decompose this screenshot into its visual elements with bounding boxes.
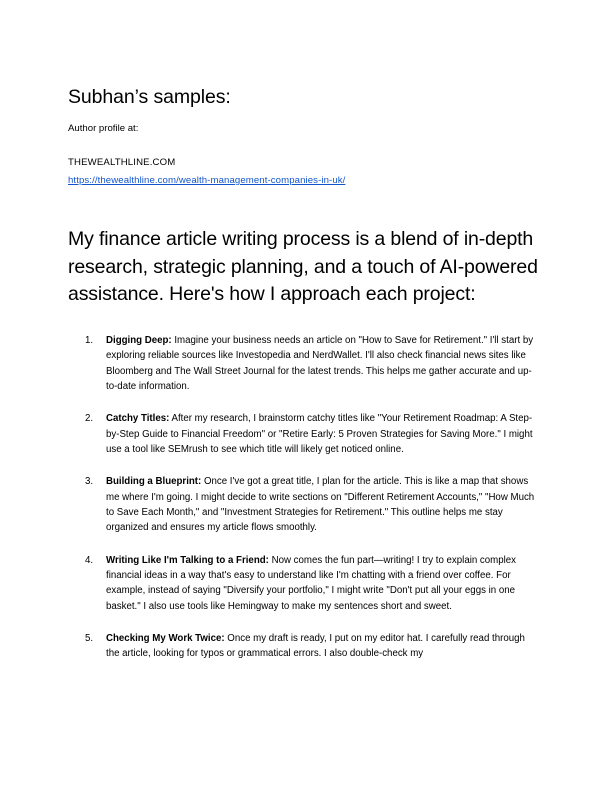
author-profile-label: Author profile at:	[68, 123, 139, 134]
list-item	[106, 631, 538, 662]
page-title: Subhan’s samples:	[68, 86, 231, 108]
list-item	[106, 474, 538, 535]
step-body: Once I've got a great title, I plan for the article. This is like a map that shows me where I'm going. I might decide to write sections on "Different Retirement Accounts," "How Much to Save Each Month," and "Investment Strategies for Retirement." This outline helps me stay organized and ensures my article flows smoothly.	[106, 476, 535, 534]
step-body: Imagine your business needs an article on "How to Save for Retirement." I'll start by exploring reliable sources like Investopedia and NerdWallet. I'll also check financial news sites like Bloomberg and The Wall Street Journal for the latest trends. This helps me gather accurate and up-to-date information.	[106, 334, 534, 392]
main-heading: My finance article writing process is a blend of in-depth research, strategic planning, and a touch of AI-powered assistance. Here's how I approach each project:	[68, 227, 538, 306]
document-content	[68, 86, 546, 678]
process-steps-list	[68, 333, 538, 662]
site-name: THEWEALTHLINE.COM	[68, 156, 176, 168]
list-item	[106, 411, 538, 457]
step-label: Writing Like I'm Talking to a Friend:	[106, 554, 269, 566]
list-item	[106, 333, 538, 394]
step-body: After my research, I brainstorm catchy titles like "Your Retirement Roadmap: A Step-by-Step Guide to Financial Freedom" or "Retire Early: 5 Proven Strategies for Saving More." I might use a tool like SEMrush to see which title will likely get noticed online.	[106, 413, 533, 455]
list-item	[106, 553, 538, 614]
step-label: Digging Deep:	[106, 334, 172, 346]
step-body: Once my draft is ready, I put on my editor hat. I carefully read through the article, looking for typos or grammatical errors. I also double-check my	[106, 632, 525, 660]
spacer	[68, 136, 546, 156]
step-body: Now comes the fun part—writing! I try to explain complex financial ideas in a way that's easy to understand like I'm chatting with a friend over coffee. For example, instead of saying "Diversify your portfolio," I might write "Don't put all your eggs in one basket." I also use tools like Hemingway to make my sentences short and sweet.	[106, 554, 517, 612]
site-url-link[interactable]: https://thewealthline.com/wealth-management-companies-in-uk/	[68, 174, 346, 186]
step-label: Checking My Work Twice:	[106, 632, 225, 644]
step-label: Catchy Titles:	[106, 413, 170, 425]
step-label: Building a Blueprint:	[106, 476, 202, 488]
